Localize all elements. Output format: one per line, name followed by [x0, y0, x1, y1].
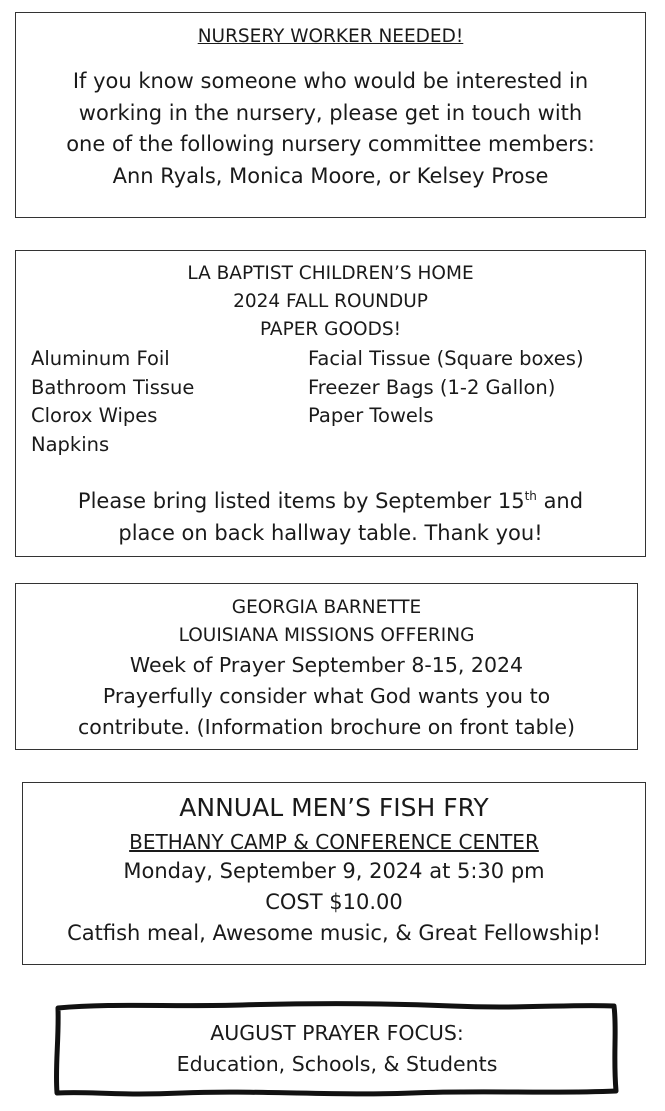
fishfry-title: ANNUAL MEN’S FISH FRY: [179, 793, 489, 822]
list-item: Facial Tissue (Square boxes): [308, 347, 584, 370]
nursery-line: working in the nursery, please get in touch with: [78, 100, 583, 125]
nursery-body: [16, 66, 645, 192]
roundup-footer: [16, 486, 645, 549]
fishfry-line: COST $10.00: [265, 890, 403, 914]
list-item: Aluminum Foil: [31, 347, 170, 370]
nursery-notice-box: [15, 12, 646, 218]
missions-headings: [16, 594, 637, 650]
missions-line: Prayerfully consider what God wants you to: [102, 684, 551, 708]
roundup-items-left: [31, 345, 194, 459]
missions-heading: LOUISIANA MISSIONS OFFERING: [178, 625, 475, 646]
prayer-focus-box: [52, 1000, 622, 1098]
nursery-line: Ann Ryals, Monica Moore, or Kelsey Prose: [112, 163, 549, 188]
fishfry-line: Catfish meal, Awesome music, & Great Fellowship!: [67, 921, 601, 945]
missions-body: [16, 650, 637, 743]
missions-notice-box: [15, 583, 638, 750]
list-item: Paper Towels: [308, 404, 434, 428]
prayer-focus-subtitle: Education, Schools, & Students: [176, 1052, 498, 1076]
fishfry-location: [23, 830, 645, 854]
roundup-notice-box: [15, 250, 646, 557]
list-item: Clorox Wipes: [31, 404, 158, 428]
roundup-items-right: [308, 345, 584, 431]
footer-text: Please bring listed items by September 15: [77, 489, 525, 513]
roundup-heading: 2024 FALL ROUNDUP: [233, 291, 428, 312]
list-item: Bathroom Tissue: [31, 375, 195, 399]
fishfry-location-text: BETHANY CAMP & CONFERENCE CENTER: [129, 830, 539, 854]
roundup-headings: [16, 260, 645, 344]
fishfry-notice-box: [22, 782, 646, 965]
prayer-focus-title: AUGUST PRAYER FOCUS:: [210, 1021, 464, 1045]
missions-line: contribute. (Information brochure on front table): [78, 715, 575, 739]
footer-text: and: [536, 489, 584, 513]
missions-heading: GEORGIA BARNETTE: [231, 597, 422, 618]
roundup-footer-line-1: [16, 486, 645, 518]
nursery-line: one of the following nursery committee members:: [66, 132, 595, 156]
fishfry-body: [23, 856, 645, 949]
footer-superscript: th: [524, 489, 537, 503]
nursery-line: If you know someone who would be interested in: [72, 69, 589, 93]
missions-line: Week of Prayer September 8-15, 2024: [129, 653, 524, 677]
list-item: Freezer Bags (1-2 Gallon): [308, 375, 556, 399]
prayer-focus-text: [52, 1018, 622, 1080]
nursery-title: NURSERY WORKER NEEDED!: [197, 26, 464, 47]
roundup-heading: LA BAPTIST CHILDREN’S HOME: [187, 263, 474, 284]
list-item: Napkins: [31, 432, 110, 456]
roundup-heading: PAPER GOODS!: [259, 319, 402, 340]
roundup-footer-line-2: place on back hallway table. Thank you!: [118, 520, 543, 545]
fishfry-line: Monday, September 9, 2024 at 5:30 pm: [123, 859, 545, 883]
